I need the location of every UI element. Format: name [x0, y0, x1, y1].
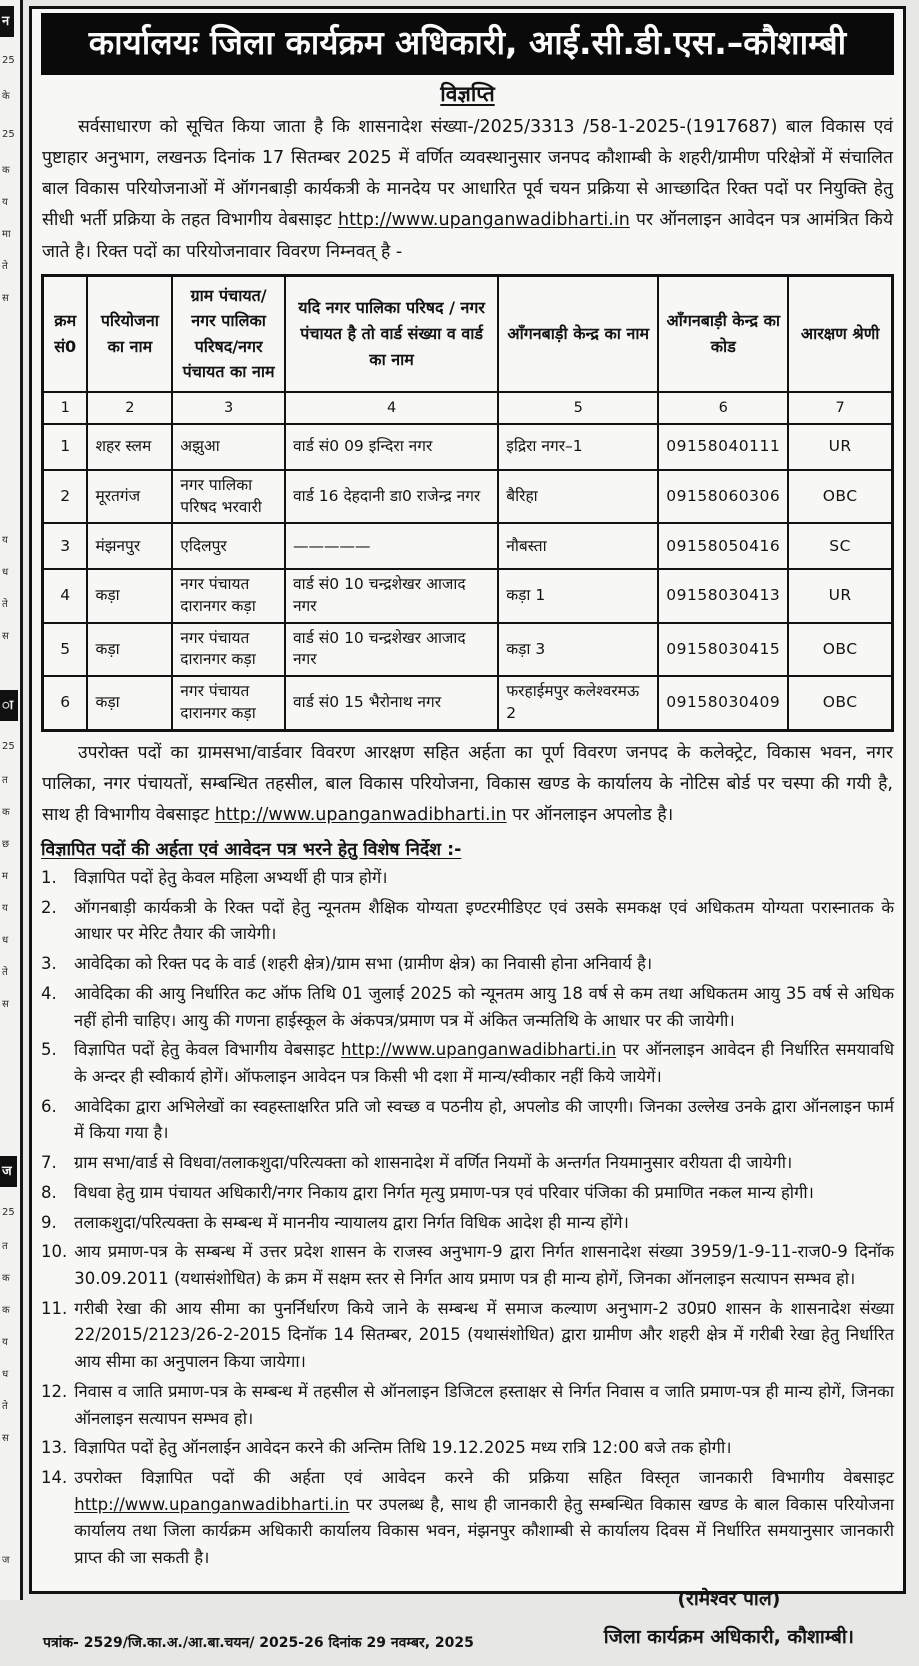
table-cell: कड़ा — [87, 676, 172, 730]
edge-text-fragment: ा — [0, 690, 18, 721]
instruction-item — [41, 1379, 894, 1432]
instruction-text: उपरोक्त विज्ञापित पदों की अर्हता एवं आवेदन करने की प्रक्रिया सहित विस्तृत जानकारी विभागीय वेबसाइट http://www.upanganwadibharti.in पर उपलब्ध है, साथ ही जानकारी हेतु सम्बन्धित विकास खण्ड के बाल विकास परियोजना कार्यालय तथा जिला कार्यक्रम अधिकारी कार्यालय विकास भवन, मंझनपुर कौशाम्बी से कार्यालय दिवस में निर्धारित समयानुसार जानकारी प्राप्त की जा सकती है। — [74, 1468, 894, 1568]
instruction-text: विज्ञापित पदों हेतु ऑनलाईन आवेदन करने की अन्तिम तिथि 19.12.2025 मध्य रात्रि 12:00 बजे तक होगी। — [74, 1438, 732, 1458]
table-cell: 09158040111 — [658, 424, 788, 470]
table-cell: कड़ा — [87, 569, 172, 622]
instruction-item — [41, 865, 894, 892]
after-table-paragraph: उपरोक्त पदों का ग्रामसभा/वार्डवार विवरण आरक्षण सहित अर्हता का पूर्ण विवरण जनपद के कलेक्ट्रेट, विकास भवन, नगर पालिका, नगर पंचायतों, सम्बन्धित तहसील, बाल विकास परियोजना, विकास खण्ड के कार्यालय के नोटिस बोर्ड पर चस्पा की गयी है, साथ ही विभागीय वेबसाइट http://www.upanganwadibharti.in पर ऑनलाइन अपलोड है। — [42, 742, 893, 825]
col-number: 4 — [285, 392, 498, 424]
instruction-text: विज्ञापित पदों हेतु केवल महिला अभ्यर्थी ही पात्र होगें। — [74, 867, 388, 887]
instruction-item — [41, 1435, 894, 1462]
col-number: 3 — [172, 392, 285, 424]
instruction-number: 11. — [41, 1298, 68, 1318]
document-footer — [41, 1580, 894, 1666]
table-row — [43, 523, 893, 569]
table-cell: मूरतगंज — [87, 470, 172, 523]
table-cell: नगर पालिका परिषद भरवारी — [172, 470, 285, 523]
instruction-text: आवेदिका द्वारा अभिलेखों का स्वहस्ताक्षरित प्रति जो स्वच्छ व पठनीय हो, अपलोड की जाएगी। जिनका उल्लेख उनके द्वारा ऑनलाइन फार्म में किया गया है। — [74, 1096, 894, 1143]
table-cell: कड़ा — [87, 623, 172, 676]
table-cell: अझुआ — [172, 424, 285, 470]
col-header-project: परियोजना का नाम — [87, 275, 172, 392]
edge-text-fragment: ते — [2, 599, 8, 610]
signature-designation: जिला कार्यक्रम अधिकारी, कौशाम्बी। — [603, 1625, 854, 1648]
table-cell: UR — [788, 424, 892, 470]
notice-document — [29, 6, 906, 1651]
instruction-number: 8. — [41, 1182, 57, 1202]
table-cell: वार्ड सं0 09 इन्दिरा नगर — [285, 424, 498, 470]
instruction-number: 2. — [41, 897, 57, 917]
instruction-number: 14. — [41, 1468, 68, 1488]
table-cell: 09158050416 — [658, 523, 788, 569]
edge-text-fragment: स — [2, 631, 9, 642]
col-header-reservation: आरक्षण श्रेणी — [788, 275, 892, 392]
edge-text-fragment: ध — [2, 935, 9, 946]
table-row — [43, 676, 893, 730]
table-cell: 09158030415 — [658, 623, 788, 676]
intro-paragraph: सर्वसाधारण को सूचित किया जाता है कि शासनादेश संख्या-/2025/3313 /58-1-2025-(1917687) बाल विकास एवं पुष्टाहार अनुभाग, लखनऊ दिनांक 17 सितम्बर 2025 में वर्णित व्यवस्थानुसार जनपद कौशाम्बी के शहरी/ग्रामीण परिक्षेत्रों में संचालित बाल विकास परियोजनाओं में ऑगनबाड़ी कार्यकत्री के मानदेय पर आधारित पूर्व चयन प्रक्रिया से आच्छादित रिक्त पदों पर नियुक्ति हेतु सीधी भर्ती प्रक्रिया के तहत विभागीय वेबसाइट http://www.upanganwadibharti.in पर ऑनलाइन आवेदन पत्र आमंत्रित किये जाते है। रिक्त पदों का परियोजनावार विवरण निम्नवत् है - — [42, 116, 893, 262]
signature-block — [604, 1580, 854, 1656]
table-cell: नौबस्ता — [498, 523, 658, 569]
col-header-panchayat: ग्राम पंचायत/ नगर पालिका परिषद/नगर पंचायत का नाम — [172, 275, 285, 392]
col-header-centre-name: आँगनबाड़ी केन्द्र का नाम — [498, 275, 658, 392]
instruction-number: 7. — [41, 1153, 57, 1173]
instruction-number: 6. — [41, 1096, 57, 1116]
office-title: कार्यालयः जिला कार्यक्रम अधिकारी, आई.सी.डी.एस.–कौशाम्बी — [88, 23, 847, 62]
instruction-item — [41, 1239, 894, 1292]
edge-text-fragment: मा — [2, 229, 11, 240]
edge-text-fragment: य — [2, 197, 8, 208]
col-header-ward: यदि नगर पालिका परिषद / नगर पंचायत है तो वार्ड संख्या व वार्ड का नाम — [285, 275, 498, 392]
instruction-item — [41, 981, 894, 1034]
table-cell: बैरिहा — [498, 470, 658, 523]
table-cell: 2 — [43, 470, 88, 523]
col-number: 5 — [498, 392, 658, 424]
edge-text-fragment: ज — [0, 1156, 17, 1187]
instruction-text: आवेदिका को रिक्त पद के वार्ड (शहरी क्षेत्र)/ग्राम सभा (ग्रामीण क्षेत्र) का निवासी होना अनिवार्य है। — [74, 954, 653, 974]
col-header-centre-code: आँगनबाड़ी केन्द्र का कोड — [658, 275, 788, 392]
col-number: 6 — [658, 392, 788, 424]
table-cell: कड़ा 3 — [498, 623, 658, 676]
edge-text-fragment: न — [0, 6, 14, 37]
edge-text-fragment: य — [2, 1337, 8, 1348]
instruction-text: आय प्रमाण-पत्र के सम्बन्ध में उत्तर प्रदेश शासन के राजस्व अनुभाग-9 द्वारा निर्गत शासनादेश संख्या 3959/1-9-11-राज0-9 दिनॉक 30.09.2011 (यथासंशोधित) के क्रम में सक्षम स्तर से निर्गत आय प्रमाण पत्र ही मान्य होगें, जिनका ऑनलाइन सत्यापन सम्भव हो। — [74, 1242, 894, 1288]
instruction-item — [41, 1180, 894, 1207]
column-number-row — [43, 392, 893, 424]
table-cell: नगर पंचायत दारानगर कड़ा — [172, 569, 285, 622]
table-cell: OBC — [788, 676, 892, 730]
instructions-list — [41, 865, 894, 1572]
edge-text-fragment: छ — [2, 839, 10, 850]
table-row — [43, 470, 893, 523]
table-cell: कड़ा 1 — [498, 569, 658, 622]
instruction-item — [41, 1094, 894, 1147]
col-header-serial: क्रम सं0 — [43, 275, 88, 392]
signature-name: (रामेश्वर पाल) — [677, 1587, 781, 1610]
table-row — [43, 623, 893, 676]
instruction-text: ग्राम सभा/वार्ड से विधवा/तलाकशुदा/परित्यक्ता को शासनादेश में वर्णित नियमों के अन्तर्गत नियमानुसार वरीयता दी जायेगी। — [74, 1153, 793, 1173]
edge-text-fragment: ते — [2, 1401, 8, 1412]
table-cell: 09158030413 — [658, 569, 788, 622]
instructions-heading: विज्ञापित पदों की अर्हता एवं आवेदन पत्र भरने हेतु विशेष निर्देश :- — [41, 839, 462, 860]
table-row — [43, 569, 893, 622]
instruction-item — [41, 1296, 894, 1376]
col-number: 7 — [788, 392, 892, 424]
table-cell: नगर पंचायत दारानगर कड़ा — [172, 676, 285, 730]
table-cell: OBC — [788, 470, 892, 523]
notice-heading: विज्ञप्ति — [440, 81, 495, 106]
instruction-item — [41, 951, 894, 978]
table-cell: 09158030409 — [658, 676, 788, 730]
edge-text-fragment: स — [2, 1433, 9, 1444]
instruction-item — [41, 1210, 894, 1237]
edge-text-fragment: य — [2, 903, 8, 914]
instruction-item — [41, 1150, 894, 1177]
vacancy-table-body — [43, 424, 893, 730]
instruction-number: 10. — [41, 1242, 68, 1262]
edge-text-fragment: य — [2, 535, 8, 546]
edge-text-fragment: क — [2, 165, 10, 176]
instruction-number: 13. — [41, 1438, 68, 1458]
edge-text-fragment: स — [2, 999, 9, 1010]
table-cell: 4 — [43, 569, 88, 622]
table-cell: वार्ड सं0 15 भैरोनाथ नगर — [285, 676, 498, 730]
page-edge-strip — [0, 0, 23, 1600]
edge-text-fragment: त — [2, 775, 8, 786]
table-cell: नगर पंचायत दारानगर कड़ा — [172, 623, 285, 676]
table-row — [43, 424, 893, 470]
edge-text-fragment: ध — [2, 567, 9, 578]
table-cell: वार्ड सं0 10 चन्द्रशेखर आजाद नगर — [285, 569, 498, 622]
instruction-text: आवेदिका की आयु निर्धारित कट ऑफ तिथि 01 जुलाई 2025 को न्यूनतम आयु 18 वर्ष से कम तथा अधिकतम आयु 35 वर्ष से अधिक नहीं होनी चाहिए। आयु की गणना हाईस्कूल के अंकपत्र/प्रमाण पत्र में अंकित जन्मतिथि के आधार पर की जायेगी। — [74, 983, 894, 1030]
instruction-text: निवास व जाति प्रमाण-पत्र के सम्बन्ध में तहसील से ऑनलाइन डिजिटल हस्ताक्षर से निर्गत निवास व जाति प्रमाण-पत्र ही मान्य होगें, जिनका ऑनलाइन सत्यापन सम्भव हो। — [74, 1381, 894, 1428]
edge-text-fragment: क — [2, 807, 10, 818]
reference-line: पत्रांक- 2529/जि.का.अ./आ.बा.चयन/ 2025-26 दिनांक 29 नवम्बर, 2025 — [43, 1634, 474, 1651]
edge-text-fragment: ज — [2, 1555, 10, 1566]
edge-text-fragment: स — [2, 293, 9, 304]
instruction-item — [41, 1037, 894, 1090]
table-cell: फरहाईमपुर कलेश्वरमऊ 2 — [498, 676, 658, 730]
table-cell: मंझनपुर — [87, 523, 172, 569]
table-cell: SC — [788, 523, 892, 569]
edge-text-fragment: 25 — [2, 55, 15, 66]
instruction-number: 3. — [41, 954, 57, 974]
table-cell: शहर स्लम — [87, 424, 172, 470]
edge-text-fragment: म — [2, 871, 8, 882]
edge-text-fragment: 25 — [2, 1207, 15, 1218]
table-cell: OBC — [788, 623, 892, 676]
instruction-text: विज्ञापित पदों हेतु केवल विभागीय वेबसाइट http://www.upanganwadibharti.in पर ऑनलाइन आवेदन ही निर्धारित समयावधि के अन्दर ही स्वीकार्य होगें। ऑफलाइन आवेदन पत्र किसी भी दशा में मान्य/स्वीकार नहीं किये जायेगें। — [74, 1040, 894, 1086]
edge-text-fragment: ते — [2, 967, 8, 978]
instruction-item — [41, 895, 894, 948]
edge-text-fragment: के — [2, 91, 10, 102]
office-title-bar — [41, 13, 894, 75]
table-cell: ————— — [285, 523, 498, 569]
instruction-number: 9. — [41, 1212, 57, 1232]
edge-text-fragment: क — [2, 1305, 10, 1316]
table-cell: UR — [788, 569, 892, 622]
instruction-text: गरीबी रेखा की आय सीमा का पुनर्निर्धारण किये जाने के सम्बन्ध में समाज कल्याण अनुभाग-2 उ0प्र0 शासन के शासनादेश संख्या 22/2015/2123/26-2-2015 दिनॉक 14 सितम्बर, 2015 (यथासंशोधित) द्वारा ग्रामीण और शहरी क्षेत्र में गरीबी रेखा हेतु निर्धारित आय सीमा का अनुपालन किया जायेगा। — [74, 1298, 894, 1372]
instruction-text: तलाकशुदा/परित्यक्ता के सम्बन्ध में माननीय न्यायालय द्वारा निर्गत विधिक आदेश ही मान्य होंगे। — [74, 1212, 629, 1232]
vacancy-table-header — [43, 275, 893, 424]
edge-text-fragment: 25 — [2, 741, 15, 752]
instruction-number: 4. — [41, 983, 57, 1003]
table-cell: वार्ड सं0 10 चन्द्रशेखर आजाद नगर — [285, 623, 498, 676]
edge-text-fragment: 25 — [2, 129, 15, 140]
instruction-number: 12. — [41, 1381, 68, 1401]
instruction-text: विधवा हेतु ग्राम पंचायत अधिकारी/नगर निकाय द्वारा निर्गत मृत्यु प्रमाण-पत्र एवं परिवार पंजिका की प्रमाणित नकल मान्य होगी। — [74, 1182, 814, 1202]
edge-text-fragment: ते — [2, 261, 8, 272]
col-number: 2 — [87, 392, 172, 424]
table-cell: 3 — [43, 523, 88, 569]
edge-text-fragment: क — [2, 1273, 10, 1284]
vacancy-table — [41, 274, 894, 732]
table-cell: 5 — [43, 623, 88, 676]
col-number: 1 — [43, 392, 88, 424]
edge-text-fragment: ध — [2, 1369, 9, 1380]
table-cell: वार्ड 16 देहदानी डा0 राजेन्द्र नगर — [285, 470, 498, 523]
table-cell: इद्रिरा नगर–1 — [498, 424, 658, 470]
table-cell: 6 — [43, 676, 88, 730]
instruction-number: 1. — [41, 867, 57, 887]
instruction-text: ऑगनबाड़ी कार्यकत्री के रिक्त पदों हेतु न्यूनतम शैक्षिक योग्यता इण्टरमीडिएट एवं उसके समकक्ष एवं अधिकतम योग्यता परास्नातक के आधार पर मेरिट तैयार की जायेगी। — [74, 897, 895, 944]
instruction-number: 5. — [41, 1040, 57, 1060]
table-cell: 09158060306 — [658, 470, 788, 523]
table-cell: 1 — [43, 424, 88, 470]
instruction-item — [41, 1465, 894, 1572]
edge-text-fragment: त — [2, 1241, 8, 1252]
table-cell: एदिलपुर — [172, 523, 285, 569]
